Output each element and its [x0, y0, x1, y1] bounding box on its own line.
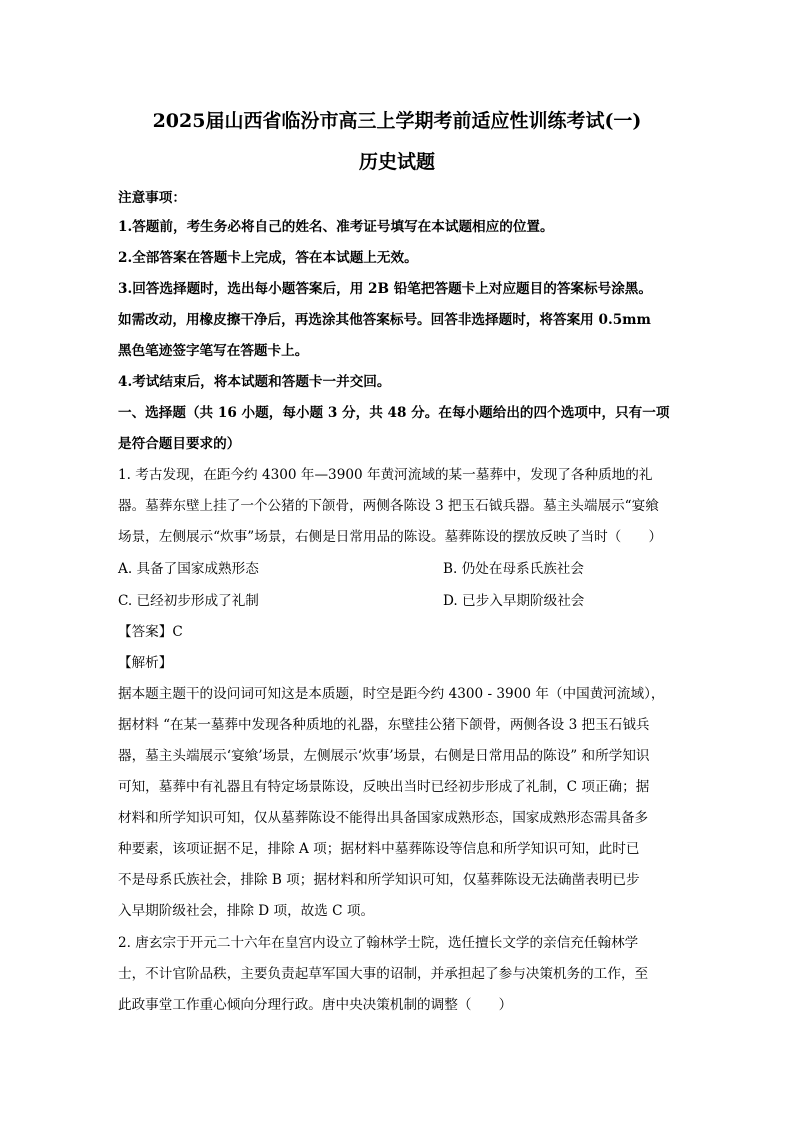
option-a: A. 具备了国家成熟形态 [118, 561, 259, 577]
analysis-text: 器，墓主头端展示‘宴飨’场景，左侧展示‘炊事’场景，右侧是日常用品的陈设” 和所学知识 [118, 748, 650, 764]
notice-item: 如需改动，用橡皮擦干净后，再选涂其他答案标号。回答非选择题时，将答案用 0.5mm [118, 312, 651, 328]
analysis-text: 据材料 “在某一墓葬中发现各种质地的礼器，东壁挂公猪下颌骨，两侧各设 3 把玉石钺兵 [118, 717, 650, 733]
section-heading: 一、选择题（共 16 小题，每小题 3 分，共 48 分。在每小题给出的四个选项中，只有一项 [118, 405, 670, 421]
document-title: 2025届山西省临汾市高三上学期考前适应性训练考试(一) [152, 110, 642, 132]
option-c: C. 已经初步形成了礼制 [118, 593, 259, 609]
analysis-text: 不是母系氏族社会，排除 B 项；据材料和所学知识可知，仅墓葬陈设无法确凿表明已步 [118, 872, 640, 888]
question-1-text: 器。墓葬东壁上挂了一个公猪的下颌骨，两侧各陈设 3 把玉石钺兵器。墓主头端展示“宴飨 [118, 498, 659, 514]
document-subtitle: 历史试题 [358, 151, 435, 173]
analysis-text: 可知，墓葬中有礼器且有特定场景陈设，反映出当时已经初步形成了礼制，C 项正确；据 [118, 779, 650, 795]
analysis-text: 材料和所学知识可知，仅从墓葬陈设不能得出具备国家成熟形态，国家成熟形态需具备多 [118, 810, 649, 826]
section-heading-cont: 是符合题目要求的） [118, 436, 241, 452]
notice-heading: 注意事项： [118, 190, 186, 206]
question-2-text: 士，不计官阶品秩，主要负责起草军国大事的诏制，并承担起了参与决策机务的工作，至 [118, 966, 649, 982]
option-d: D. 已步入早期阶级社会 [443, 593, 585, 609]
question-2-text: 此政事堂工作重心倾向分理行政。唐中央决策机制的调整（ ） [118, 997, 513, 1013]
answer-label: 【答案】C [118, 624, 183, 640]
notice-item: 1.答题前，考生务必将自己的姓名、准考证号填写在本试题相应的位置。 [118, 219, 554, 235]
question-1-text: 场景，左侧展示“炊事”场景，右侧是日常用品的陈设。墓葬陈设的摆放反映了当时（ ） [118, 529, 663, 545]
question-1-text: 1. 考古发现，在距今约 4300 年—3900 年黄河流域的某一墓葬中，发现了各种质地的礼 [118, 467, 653, 483]
notice-item: 2.全部答案在答题卡上完成，答在本试题上无效。 [118, 250, 418, 266]
notice-item: 3.回答选择题时，选出每小题答案后，用 2B 铅笔把答题卡上对应题目的答案标号涂黑。 [118, 281, 652, 297]
analysis-heading: 【解析】 [118, 655, 173, 671]
question-2-text: 2. 唐玄宗于开元二十六年在皇宫内设立了翰林学士院，选任擅长文学的亲信充任翰林学 [118, 935, 639, 951]
analysis-text: 据本题主题干的设问词可知这是本质题，时空是距今约 4300 - 3900 年（中国黄河流域）， [118, 686, 665, 702]
notice-item: 黑色笔迹签字笔写在答题卡上。 [118, 343, 309, 359]
analysis-text: 入早期阶级社会，排除 D 项，故选 C 项。 [118, 903, 375, 919]
option-b: B. 仍处在母系氏族社会 [443, 561, 584, 577]
analysis-text: 种要素，该项证据不足，排除 A 项；据材料中墓葬陈设等信息和所学知识可知，此时已 [118, 841, 640, 857]
notice-item: 4.考试结束后，将本试题和答题卡一并交回。 [118, 374, 391, 390]
